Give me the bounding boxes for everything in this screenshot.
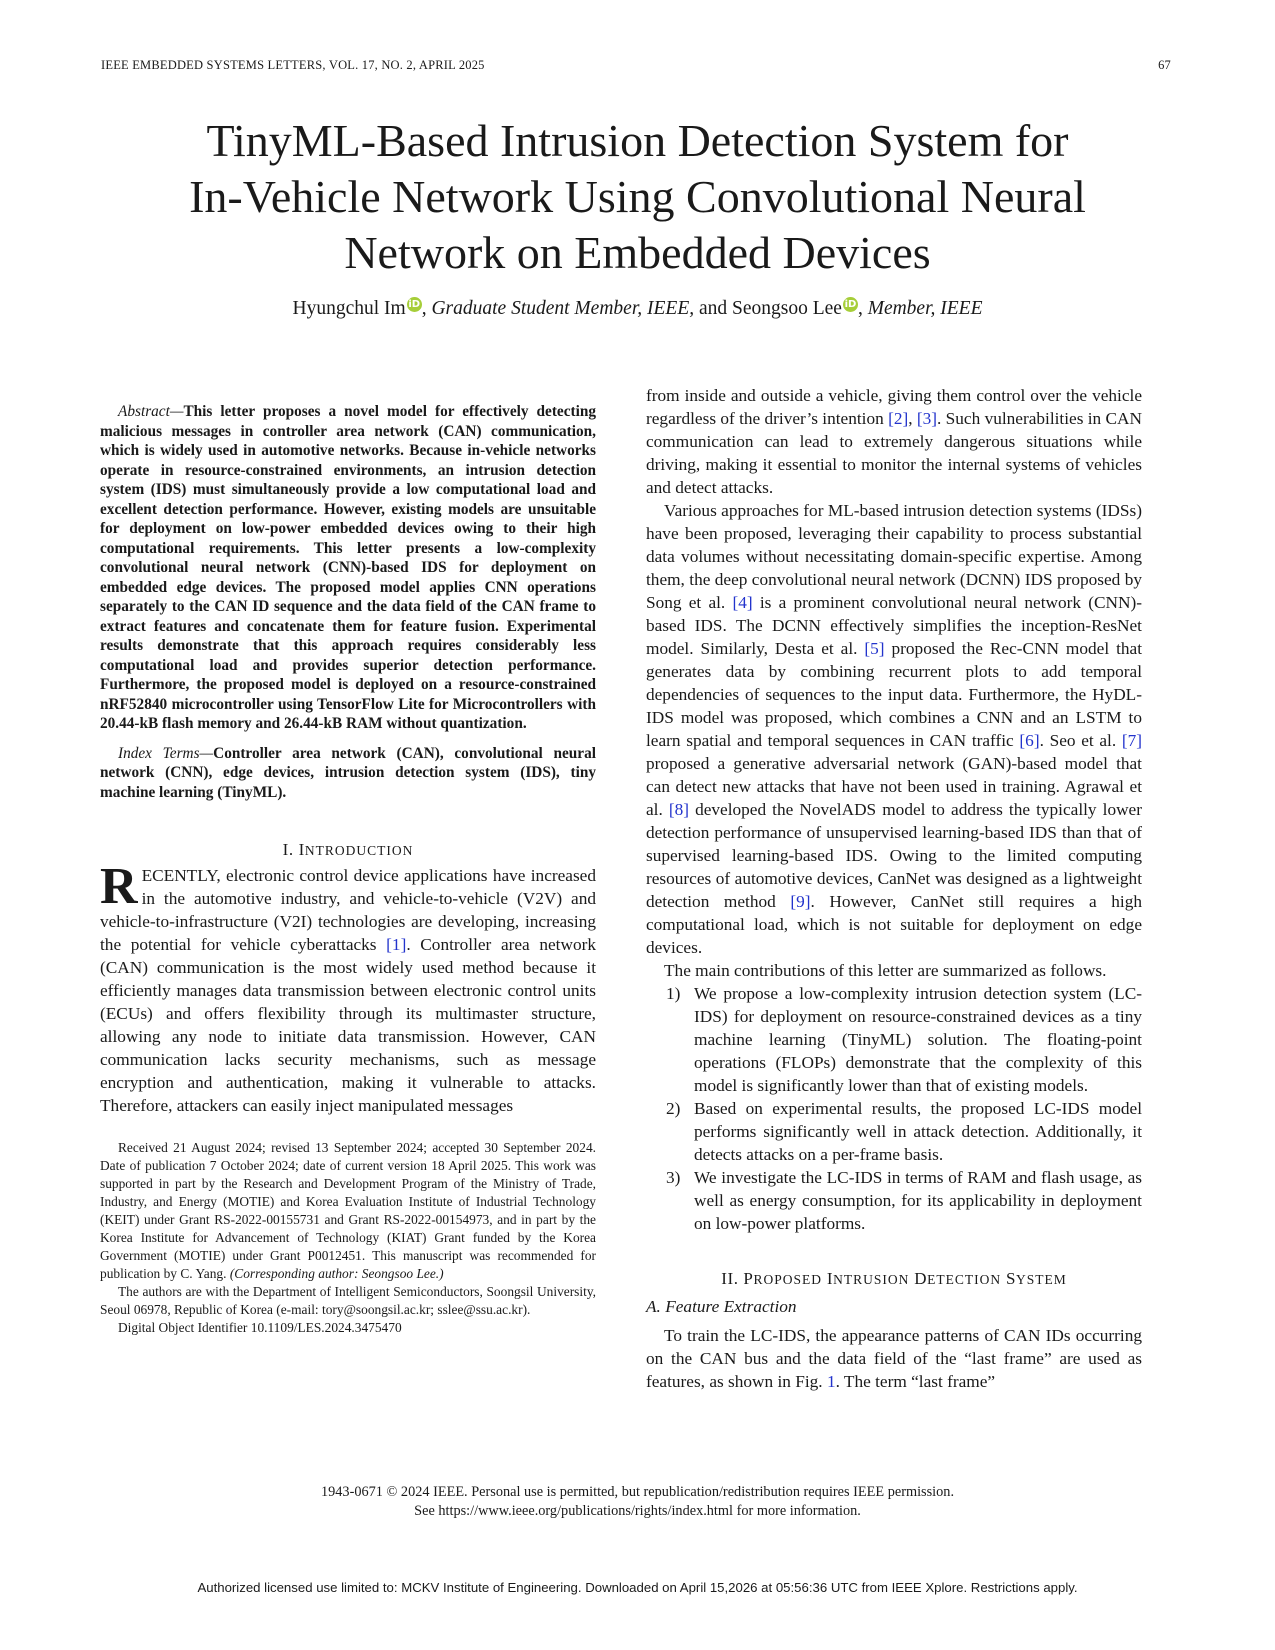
- author-conjunction: and: [698, 298, 728, 319]
- intro-paragraph: RECENTLY, electronic control device applications have increased in the automotive industry, and vehicle-to-vehicle (V2V) and vehicle-to-infrastructure (V2I) technologies are developing, increasing the potential for vehicle cyberattacks [1]. Controller area network (CAN) communication is the most widely used method because it efficiently manages data transmission between electronic control units (ECUs) and offers flexibility through its multimaster structure, allowing any node to initiate data transmission. However, CAN communication lacks security mechanisms, such as message encryption and authentication, making it vulnerable to attacks. Therefore, attackers can easily inject manipulated messages: [100, 858, 596, 1115]
- author-2-name: Seongsoo Lee: [732, 298, 842, 319]
- list-item: 1) We propose a low-complexity intrusion detection system (LC-IDS) for deployment on resource-constrained devices as a tiny machine learning (TinyML) solution. The floating-point operations (FLOPs) demonstrate that the complexity of this model is significantly lower than that of existing models.: [666, 984, 1142, 1095]
- citation-link[interactable]: [8]: [668, 800, 690, 819]
- footnote-doi: Digital Object Identifier 10.1109/LES.2024.3475470: [118, 1320, 402, 1335]
- abstract-label: Abstract—: [118, 403, 184, 420]
- figure-link[interactable]: 1: [826, 1372, 836, 1391]
- citation-link[interactable]: [9]: [790, 892, 811, 911]
- author-1-name: Hyungchul Im: [292, 298, 406, 319]
- copyright-line-1: 1943-0671 © 2024 IEEE. Personal use is permitted, but republication/redistribution requires IEEE permission.: [320, 1484, 955, 1500]
- footnote-affiliation: The authors are with the Department of Intelligent Semiconductors, Soongsil University, Seoul 06978, Republic of Korea (e-mail: tory@soongsil.ac.kr; sslee@ssu.ac.kr).: [100, 1284, 596, 1317]
- footnote-received: Received 21 August 2024; revised 13 September 2024; accepted 30 September 2024. Date of publication 7 October 2024; date of current version 18 April 2025. This work was supported in part by the Research and Development Program of the Ministry of Trade, Industry, and Energy (MOTIE) and Korea Evaluation Institute of Industrial Technology (KEIT) under Grant RS-2022-00155731 and Grant RS-2022-00154973, and in part by the Korea Institute for Advancement of Technology (KIAT) Grant funded by the Korea Government (MOTIE) under Grant P0012451. This manuscript was recommended for publication by C. Yang. (Corresponding author: Seongsoo Lee.): [100, 1140, 596, 1281]
- title-line-2: In-Vehicle Network Using Convolutional Neural: [189, 171, 1086, 222]
- contributions-list: [646, 982, 1142, 1235]
- citation-link[interactable]: [6]: [1019, 731, 1040, 750]
- left-column: [100, 402, 596, 1337]
- footnote-corresponding: (Corresponding author: Seongsoo Lee.): [229, 1266, 444, 1281]
- citation-link[interactable]: [2]: [888, 409, 909, 428]
- copyright-line-2: See https://www.ieee.org/publications/rights/index.html for more information.: [414, 1503, 861, 1519]
- section-heading-proposed-ids: II. PROPOSED INTRUSION DETECTION SYSTEM: [721, 1269, 1067, 1288]
- abstract-text: This letter proposes a novel model for effectively detecting malicious messages in controller area network (CAN) communication, which is widely used in automotive networks. Because in-vehicle networks operate in resource-constrained environments, an intrusion detection system (IDS) must simultaneously provide a low computational load and excellent detection performance. However, existing models are unsuitable for deployment on low-power embedded devices owing to their high computational requirements. This letter presents a low-complexity convolutional neural network (CNN)-based IDS for deployment on embedded edge devices. The proposed model applies CNN operations separately to the CAN ID sequence and the data field of the CAN frame to extract features and concatenate them for feature fusion. Experimental results demonstrate that this approach requires considerably less computational load and provides superior detection performance. Furthermore, the proposed model is deployed on a resource-constrained nRF52840 microcontroller using TensorFlow Lite for Microcontrollers with 20.44-kB flash memory and 26.44-kB RAM without quantization.: [100, 403, 596, 732]
- author-1-role: Graduate Student Member, IEEE,: [431, 298, 695, 319]
- citation-link[interactable]: [4]: [732, 593, 753, 612]
- list-item: 2) Based on experimental results, the proposed LC-IDS model performs significantly well in attack detection. Additionally, it detects attacks on a per-frame basis.: [666, 1099, 1142, 1164]
- index-terms-text: Controller area network (CAN), convolutional neural network (CNN), edge devices, intrusion detection system (IDS), tiny machine learning (TinyML).: [100, 744, 596, 801]
- author-line: Hyungchul Im iD, Graduate Student Member, IEEE, and Seongsoo Lee iD, Member, IEEE: [292, 298, 983, 319]
- license-notice: Authorized licensed use limited to: MCKV Institute of Engineering. Downloaded on April 15,2026 at 05:56:36 UTC from IEEE Xplore. Restrictions apply.: [197, 1580, 1078, 1595]
- feature-extraction-paragraph: To train the LC-IDS, the appearance patterns of CAN IDs occurring on the CAN bus and the data field of the “last frame” are used as features, as shown in Fig. 1. The term “last frame”: [646, 1326, 1142, 1391]
- index-terms-label: Index Terms—: [118, 744, 214, 762]
- list-item: 3) We investigate the LC-IDS in terms of RAM and flash usage, as well as energy consumption, for its applicability in deployment on low-power platforms.: [666, 1168, 1142, 1233]
- author-2-role: Member, IEEE: [867, 298, 983, 319]
- orcid-icon[interactable]: iD: [844, 299, 857, 310]
- title-line-1: TinyML-Based Intrusion Detection System for: [206, 115, 1069, 166]
- title-line-3: Network on Embedded Devices: [344, 227, 931, 278]
- orcid-icon[interactable]: iD: [408, 299, 421, 310]
- continuation-paragraph: from inside and outside a vehicle, giving them control over the vehicle regardless of the driver’s intention [2], [3]. Such vulnerabilities in CAN communication can lead to extremely dangerous situations while driving, making it essential to monitor the internal systems of vehicles and detect attacks.: [646, 386, 1143, 497]
- drop-cap: R: [100, 858, 138, 915]
- running-header: IEEE EMBEDDED SYSTEMS LETTERS, VOL. 17, NO. 2, APRIL 2025: [101, 58, 485, 72]
- subsection-heading: A. Feature Extraction: [646, 1297, 797, 1316]
- copyright-notice: [100, 1483, 1175, 1521]
- abstract: [100, 402, 596, 734]
- paper-title: [100, 113, 1175, 281]
- page-number: 67: [1158, 58, 1171, 72]
- citation-link[interactable]: [1]: [386, 935, 407, 954]
- section-heading-introduction: I. INTRODUCTION: [282, 840, 414, 859]
- right-column: [646, 384, 1142, 1393]
- index-terms: [100, 744, 596, 803]
- citation-link[interactable]: [3]: [916, 409, 938, 428]
- footnotes: [100, 1139, 596, 1337]
- citation-link[interactable]: [5]: [864, 639, 885, 658]
- contributions-intro: The main contributions of this letter are summarized as follows.: [664, 961, 1107, 980]
- related-work-paragraph: Various approaches for ML-based intrusion detection systems (IDSs) have been proposed, leveraging their capability to process substantial data volumes without necessitating domain-specific expertise. Among them, the deep convolutional neural network (DCNN) IDS proposed by Song et al. [4] is a prominent convolutional neural network (CNN)-based IDS. The DCNN effectively simplifies the inception-ResNet model. Similarly, Desta et al. [5] proposed the Rec-CNN model that generates data by combining recurrent plots to add temporal dependencies of sequences to the input data. Furthermore, the HyDL-IDS model was proposed, which combines a CNN and an LSTM to learn spatial and temporal sequences in CAN traffic [6]. Seo et al. [7] proposed a generative adversarial network (GAN)-based model that can detect new attacks that have not been used in training. Agrawal et al. [8] developed the NovelADS model to address the typically lower detection performance of unsupervised learning-based IDS than that of supervised learning-based IDS. Owing to the limited computing resources of automotive devices, CanNet was designed as a lightweight detection method [9]. However, CanNet still requires a high computational load, which is not suitable for deployment on edge devices.: [646, 501, 1142, 957]
- citation-link[interactable]: [7]: [1121, 731, 1142, 750]
